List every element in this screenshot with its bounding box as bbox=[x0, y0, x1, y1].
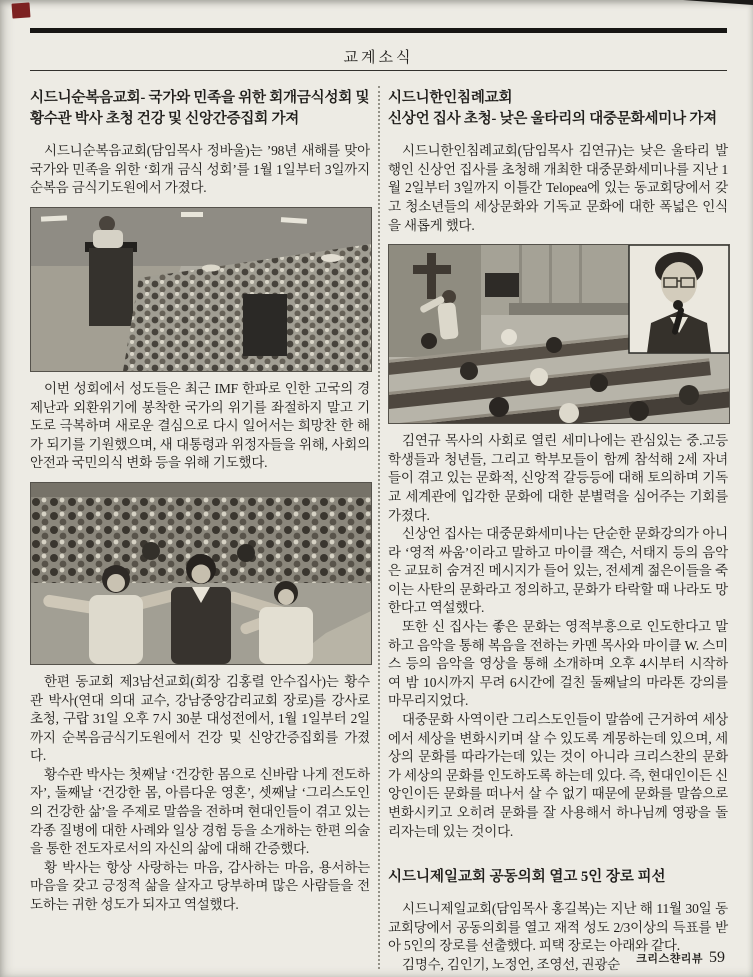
photo-fasting-rally-podium-and-congregation bbox=[30, 207, 370, 372]
article-title bbox=[388, 88, 728, 129]
article-title bbox=[30, 88, 370, 129]
article-paragraph: 신상언 집사는 대중문화세미나는 단순한 문화강의가 아니라 ‘영적 싸움’이라고 말하고 마이클 잭슨, 서태지 등의 음악은 교묘히 숨겨진 메시지가 들어 있는, 전세계 젊은이들을 죽이는 사탄의 문화라고 정의하고, 문화가 타락할 때 나라도 망한다고 역설했다. bbox=[388, 526, 728, 616]
article-title: 시드니제일교회 공동의회 열고 5인 장로 피선 bbox=[388, 869, 666, 886]
article-paragraph: 황 박사는 항상 사랑하는 마음, 감사하는 마음, 용서하는 마음을 갖고 긍정적 삶을 살자고 당부하며 많은 사람들을 전도하는 귀한 성도가 되자고 역설했다. bbox=[30, 859, 370, 913]
article-title-line: 황수관 박사 초청 건강 및 신앙간증집회 가져 bbox=[30, 110, 300, 127]
article-paragraph: 김연규 목사의 사회로 열린 세미나에는 관심있는 중.고등 학생들과 청년들, 그리고 학부모들이 함께 참석해 2세 자녀들이 겪고 있는 문화적, 신앙적 갈등등에 대해 토의하며 기독교 세계관에 입각한 문화에 대한 분별력을 심어주는 기회를 가졌다. bbox=[388, 433, 728, 523]
article-paragraph: 시드니순복음교회(담임목사 정바울)는 ’98년 새해를 맞아 국가와 민족을 위한 ‘회개 금식 성회’를 1월 1일부터 3일까지 순복음 금식기도원에서 가졌다. bbox=[30, 143, 370, 196]
elected-elders-names: 김명수, 김인기, 노정언, 조영선, 권광순 bbox=[402, 956, 621, 972]
red-ink-stamp bbox=[11, 2, 30, 18]
header-rule bbox=[30, 70, 727, 71]
scan-edge-smudge bbox=[683, 0, 753, 5]
inset-portrait bbox=[629, 245, 729, 353]
article-paragraph: 대중문화 사역이란 그리스도인들이 말씀에 근거하여 세상에서 세상을 변화시키며 살 수 있도록 계몽하는데 있으며, 세상의 문화를 따라가는데 있는 것이 아니라 크리스찬의 문화가 세상의 문화를 인도하도록 하는데 있다. 즉, 현대인이든 신앙인이든 문화를 떠나서 살 수 없기 때문에 문화를 말씀으로 변화시키고 오히려 문화를 잘 사용해서 하나님께 영광을 돌리자는데 있는 것이다. bbox=[388, 712, 728, 839]
article-paragraph: 이번 성회에서 성도들은 최근 IMF 한파로 인한 고국의 경제난과 외환위기에 봉착한 국가의 위기를 좌절하지 말고 기도로 극복하며 새로운 결심으로 다시 일어서는 희망찬 한 해가 되기를 기원했으며, 새 대통령과 위정자들을 위해, 사회의 안전과 국민의식 변화 등을 위해 기도했다. bbox=[30, 380, 370, 471]
column-divider bbox=[378, 86, 380, 969]
article-paragraph: 한편 동교회 제3남선교회(회장 김홍렬 안수집사)는 황수관 박사(연대 의대 교수, 강남중앙감리교회 장로)를 강사로 초청, 구랍 31일 오후 7시 30분 대성전에서, 1월 1일부터 2일까지 순복음금식기도원에서 건강 및 신앙간증집회를 가졌다. bbox=[30, 673, 370, 764]
page-number: 59 bbox=[709, 949, 725, 966]
photo-seminar-church-interior-with-speaker-inset bbox=[388, 244, 728, 424]
article-paragraph: 시드니한인침례교회(담임목사 김연규)는 낮은 울타리 발행인 신상언 집사를 초청해 개최한 대중문화세미나를 지난 1월 2일부터 3일까지 이틀간 Telopea에 있는 동교회당에서 갖고 청소년들의 세상문화와 기독교 문화에 대한 폭넓은 인식을 새롭게 했다. bbox=[388, 143, 728, 233]
article-paragraph: 시드니제일교회(담임목사 홍길복)는 지난 해 11월 30일 동교회당에서 공동의회를 열고 재적 성도 2/3이상의 득표를 받아 5인의 장로를 선출했다. 피택 장로는 아래와 같다. bbox=[388, 901, 728, 954]
section-header: 교계소식 bbox=[343, 50, 414, 66]
article-title-line: 신상언 집사 초청- 낮은 울타리의 대중문화세미나 가져 bbox=[388, 110, 717, 127]
page-footer bbox=[636, 949, 725, 967]
right-column bbox=[388, 88, 728, 975]
article-title-line: 시드니한인침례교회 bbox=[388, 90, 513, 106]
article-paragraph: 황수관 박사는 첫째날 ‘건강한 몸으로 신바람 나게 전도하자’, 둘째날 ‘건강한 몸, 아름다운 영혼’, 셋째날 ‘그리스도인의 건강한 삶’을 주제로 말씀을 전하며 현대인들이 겪고 있는 각종 질병에 대한 사례와 일상 경험 등을 소개하는 한편 의술을 통한 전도자로서의 자신의 삶에 대해 간증했다. bbox=[30, 766, 370, 857]
article-sydney-full-gospel-church bbox=[30, 88, 370, 915]
photo-praying-crowd-raised-arms bbox=[30, 482, 370, 665]
top-rule bbox=[30, 28, 727, 33]
magazine-name: 크리스챤리뷰 bbox=[636, 953, 703, 965]
article-sydney-korean-baptist-church bbox=[388, 88, 728, 841]
article-title-line: 시드니순복음교회- 국가와 민족을 위한 회개금식성회 및 bbox=[30, 90, 370, 106]
article-paragraph: 또한 신 집사는 좋은 문화는 영적부흥으로 인도한다고 말하고 음악을 통해 복음을 전하는 카멘 목사와 마이클 W. 스미스 등의 음악을 영상을 통해 소개하며 오후 4시부터 시작하여 밤 10시까지 무려 6시간에 걸친 둘째날의 마라톤 강의를 마무리지었다. bbox=[388, 619, 728, 709]
left-column bbox=[30, 88, 370, 915]
